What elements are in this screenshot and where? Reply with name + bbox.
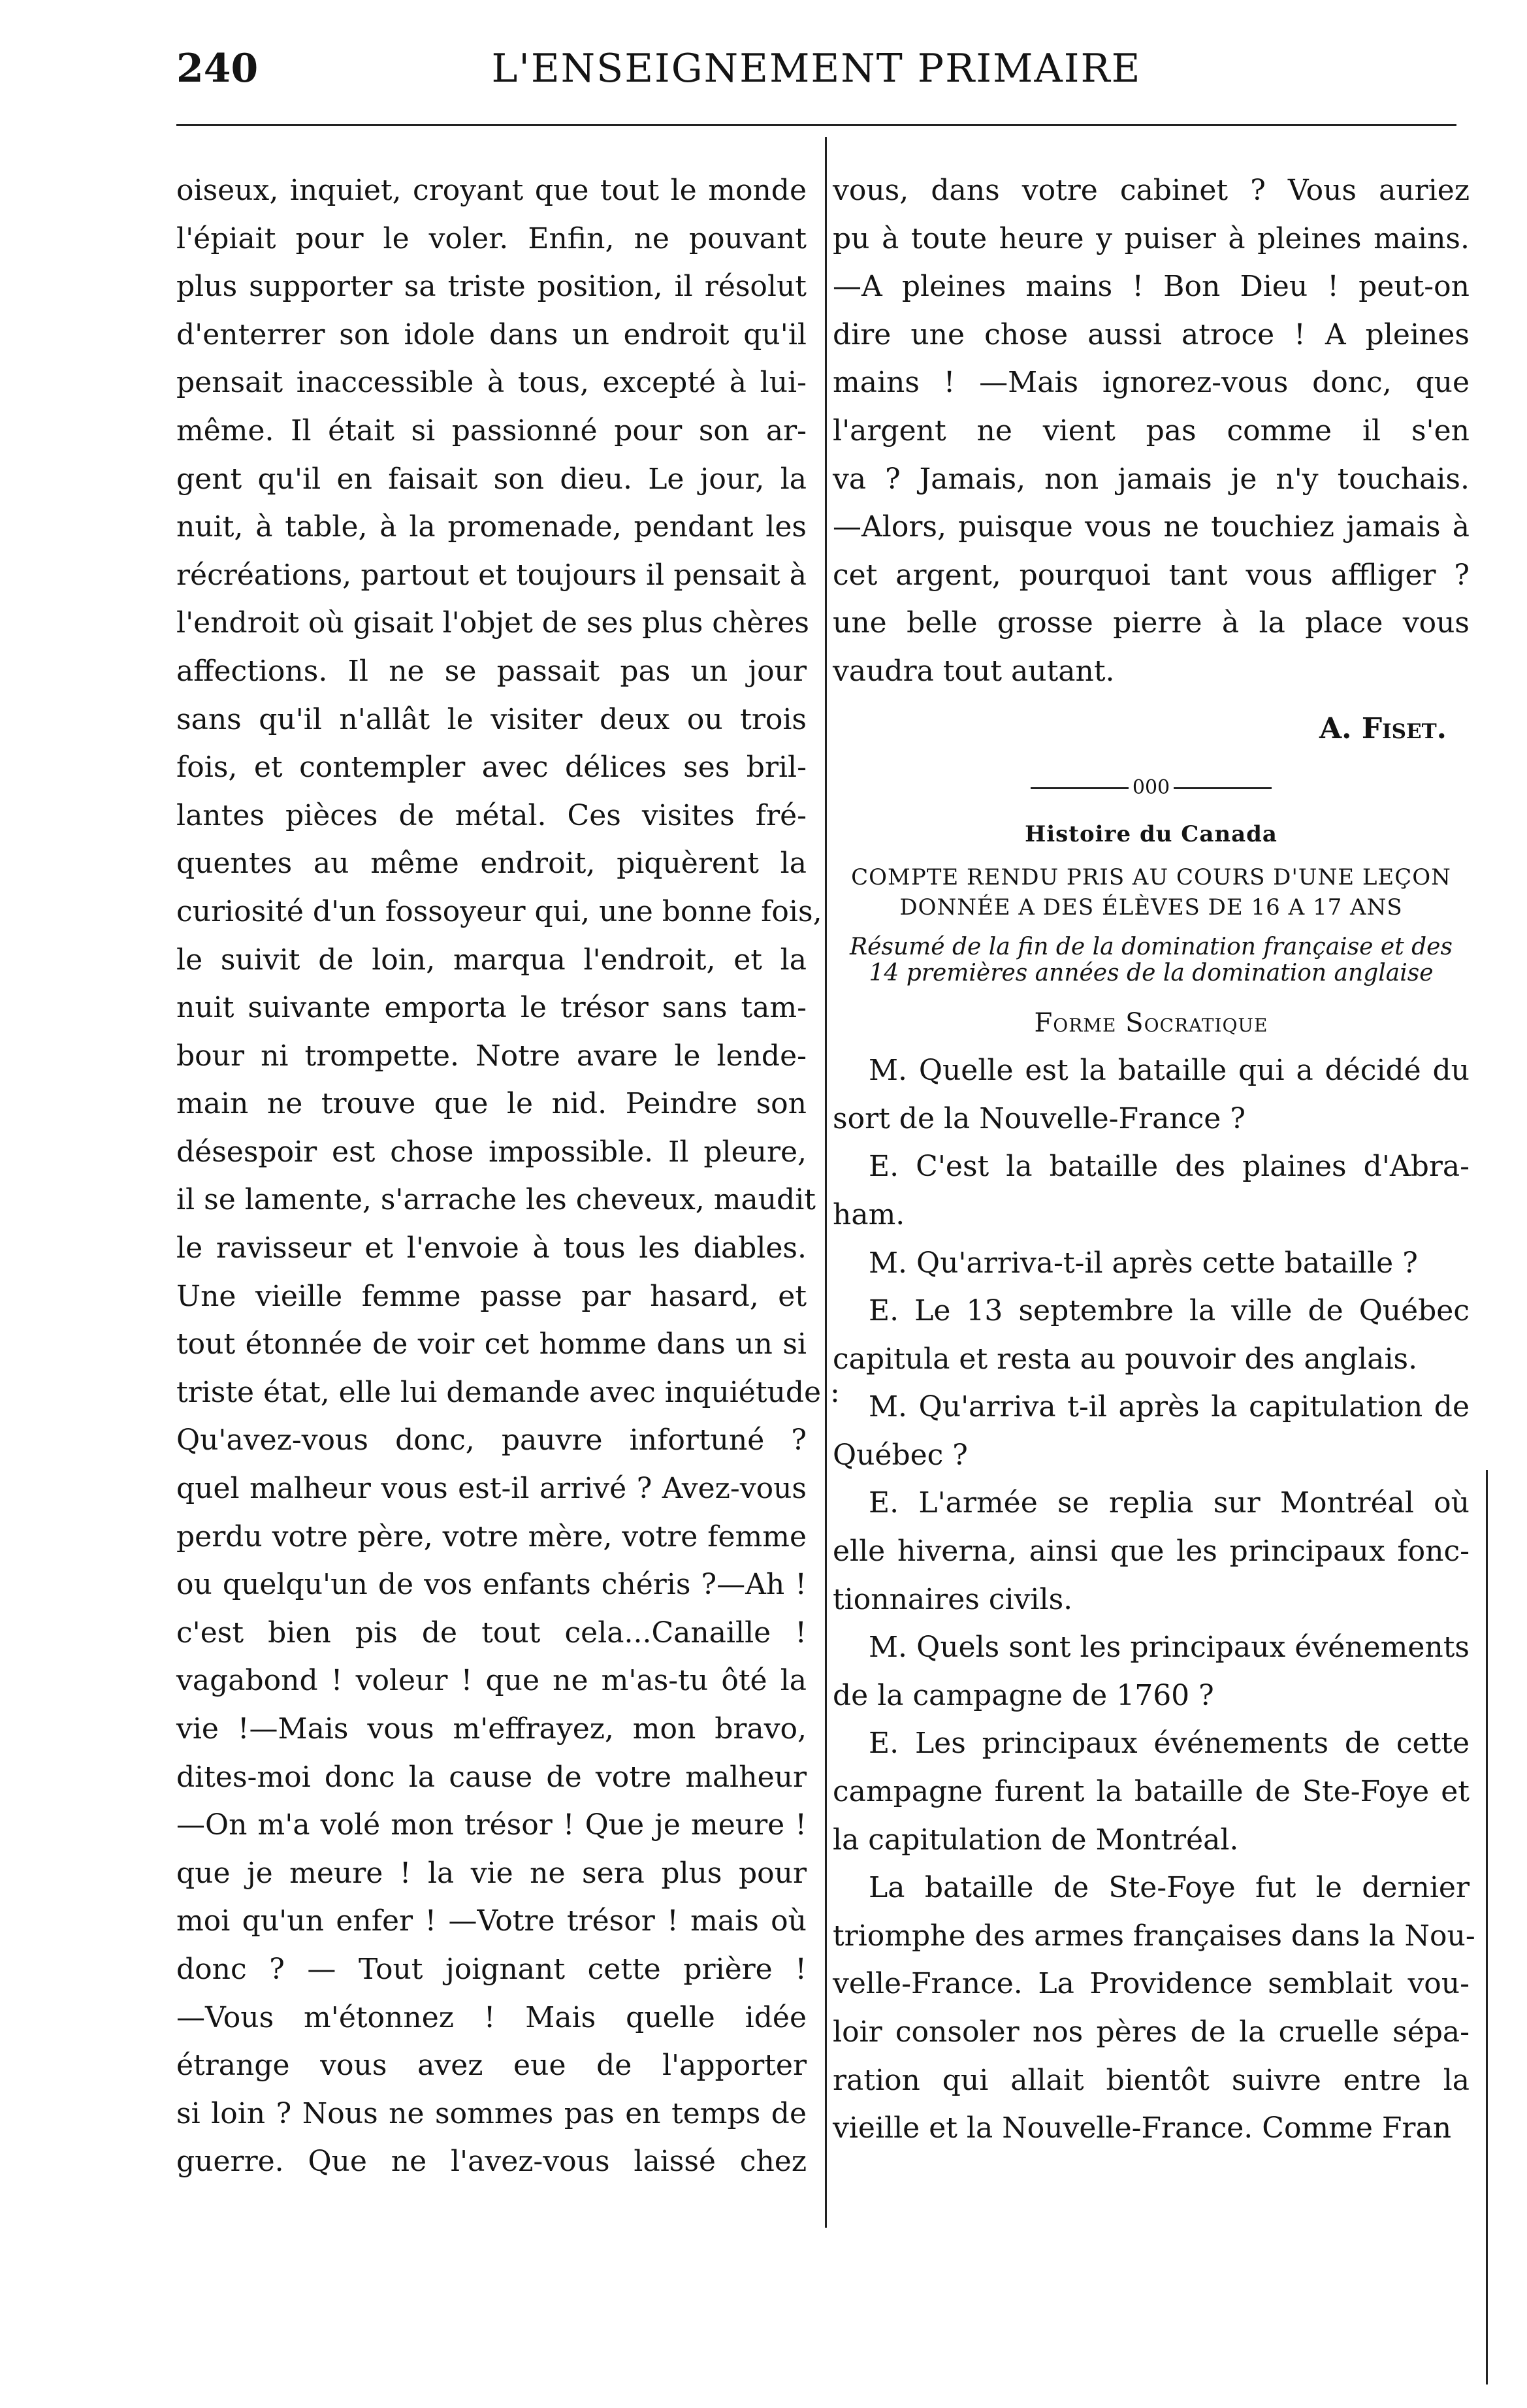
text-line: cet argent, pourquoi tant vous affliger ? <box>833 558 1470 592</box>
text-line: quel malheur vous est-il arrivé ? Avez-vous <box>176 1472 807 1506</box>
text-line: vous, dans votre cabinet ? Vous auriez <box>833 174 1470 207</box>
qa-paragraph <box>833 1479 1470 1623</box>
summary-line: Résumé de la fin de la domination française et des <box>850 934 1453 961</box>
report-line: COMPTE RENDU PRIS AU COURS D'UNE LEÇON <box>851 864 1451 891</box>
qa-paragraph <box>833 1047 1470 1143</box>
text-line: plus supporter sa triste position, il résolut <box>176 270 807 304</box>
text-line: Qu'avez-vous donc, pauvre infortuné ? <box>176 1424 807 1457</box>
report-heading <box>833 862 1470 922</box>
column-divider <box>825 137 827 2228</box>
text-line: dire une chose aussi atroce ! A pleines <box>833 317 1470 351</box>
question-answer-list <box>833 1047 1475 2153</box>
summary-line: 14 premières années de la domination anglaise <box>869 960 1434 987</box>
text-line: si loin ? Nous ne sommes pas en temps de <box>176 2096 807 2130</box>
text-line: l'épiait pour le voler. Enfin, ne pouvant <box>176 221 807 255</box>
text-line: récréations, partout et toujours il pensait à <box>176 558 807 592</box>
text-line: vie !—Mais vous m'effrayez, mon bravo, <box>176 1712 807 1746</box>
text-line: c'est bien pis de tout cela...Canaille ! <box>176 1616 807 1650</box>
text-line: sort de la Nouvelle-France ? <box>833 1101 1246 1135</box>
text-line: —Alors, puisque vous ne touchiez jamais à <box>833 510 1470 544</box>
text-line: vaudra tout autant. <box>833 654 1115 688</box>
qa-paragraph <box>833 1719 1470 1864</box>
section-title: Histoire du Canada <box>1025 821 1278 848</box>
lesson-subtitle: Forme Socratique <box>1034 1008 1268 1039</box>
page-number: 240 <box>176 46 259 91</box>
text-line: capitula et resta au pouvoir des anglais. <box>833 1342 1418 1376</box>
text-line: M. Qu'arriva t-il après la capitulation de <box>869 1390 1470 1424</box>
qa-paragraph <box>833 1383 1470 1479</box>
text-line: curiosité d'un fossoyeur qui, une bonne fois, <box>176 894 822 928</box>
text-line: E. Le 13 septembre la ville de Québec <box>869 1294 1470 1328</box>
text-line: La bataille de Ste-Foye fut le dernier <box>869 1871 1470 1905</box>
text-line: campagne furent la bataille de Ste-Foye et <box>833 1775 1470 1809</box>
text-line: d'enterrer son idole dans un endroit qu'il <box>176 317 807 351</box>
right-margin-rule <box>1486 1470 1488 2384</box>
text-line: dites-moi donc la cause de votre malheur <box>176 1760 807 1794</box>
left-column <box>176 167 840 2186</box>
text-line: nuit suivante emporta le trésor sans tam- <box>176 991 807 1025</box>
running-title: L'ENSEIGNEMENT PRIMAIRE <box>491 46 1142 91</box>
text-line: lantes pièces de métal. Ces visites fré- <box>176 798 807 832</box>
text-line: triomphe des armes françaises dans la Nou- <box>833 1919 1475 1953</box>
text-line: affections. Il ne se passait pas un jour <box>176 654 807 688</box>
text-line: quentes au même endroit, piquèrent la <box>176 847 807 881</box>
article-ending <box>833 167 1470 696</box>
text-line: moi qu'un enfer ! —Votre trésor ! mais où <box>176 1904 807 1938</box>
text-line: oiseux, inquiet, croyant que tout le monde <box>176 174 807 207</box>
text-line: une belle grosse pierre à la place vous <box>833 606 1470 640</box>
author-initial: A. <box>1319 711 1352 745</box>
text-line: velle-France. La Providence semblait vou- <box>833 1967 1470 2001</box>
text-line: triste état, elle lui demande avec inquiétude : <box>176 1375 840 1409</box>
text-line: il se lamente, s'arrache les cheveux, maudit <box>176 1183 816 1217</box>
text-line: E. C'est la bataille des plaines d'Abra- <box>869 1150 1470 1184</box>
text-line: même. Il était si passionné pour son ar- <box>176 414 807 447</box>
text-line: fois, et contempler avec délices ses bril- <box>176 751 807 785</box>
text-line: —Vous m'étonnez ! Mais quelle idée <box>176 2000 807 2034</box>
qa-paragraph <box>833 1623 1470 1719</box>
text-line: de la campagne de 1760 ? <box>833 1678 1214 1712</box>
text-line: E. Les principaux événements de cette <box>869 1727 1470 1761</box>
author-signature <box>833 705 1470 753</box>
report-line: DONNÉE A DES ÉLÈVES DE 16 A 17 ANS <box>899 894 1403 921</box>
text-line: perdu votre père, votre mère, votre femme <box>176 1520 807 1554</box>
text-line: E. L'armée se replia sur Montréal où <box>869 1486 1470 1520</box>
text-line: guerre. Que ne l'avez-vous laissé chez <box>176 2145 807 2179</box>
text-line: pensait inaccessible à tous, excepté à lui- <box>176 366 807 400</box>
ornament-dash-right <box>1174 787 1272 789</box>
text-line: tout étonnée de voir cet homme dans un si <box>176 1327 807 1361</box>
text-line: vagabond ! voleur ! que ne m'as-tu ôté la <box>176 1664 807 1698</box>
text-line: gent qu'il en faisait son dieu. Le jour, la <box>176 462 807 496</box>
text-line: sans qu'il n'allât le visiter deux ou trois <box>176 702 807 736</box>
text-line: nuit, à table, à la promenade, pendant les <box>176 510 807 544</box>
text-line: tionnaires civils. <box>833 1582 1073 1616</box>
text-line: main ne trouve que le nid. Peindre son <box>176 1087 807 1121</box>
text-line: que je meure ! la vie ne sera plus pour <box>176 1856 807 1890</box>
section-ornament <box>833 775 1470 801</box>
qa-paragraph <box>833 1239 1470 1288</box>
text-line: Une vieille femme passe par hasard, et <box>176 1279 807 1313</box>
text-line: M. Qu'arriva-t-il après cette bataille ? <box>869 1246 1418 1280</box>
lesson-summary <box>833 934 1470 986</box>
text-line: M. Quels sont les principaux événements <box>869 1631 1470 1665</box>
left-column-text <box>176 167 840 2186</box>
ornament-dash-left <box>1031 787 1129 789</box>
page-header <box>176 46 1456 118</box>
qa-paragraph <box>833 1143 1470 1239</box>
text-line: va ? Jamais, non jamais je n'y touchais. <box>833 462 1470 496</box>
qa-paragraph <box>833 1864 1475 2153</box>
ornament-text: 000 <box>1132 776 1170 800</box>
text-line: le ravisseur et l'envoie à tous les diables. <box>176 1231 807 1265</box>
text-line: bour ni trompette. Notre avare le lende- <box>176 1039 807 1073</box>
text-line: donc ? — Tout joignant cette prière ! <box>176 1952 807 1986</box>
text-line: pu à toute heure y puiser à pleines mains. <box>833 221 1470 255</box>
text-line: —On m'a volé mon trésor ! Que je meure ! <box>176 1808 807 1842</box>
author-surname: Fiset. <box>1361 711 1447 745</box>
text-line: ration qui allait bientôt suivre entre la <box>833 2063 1470 2097</box>
text-line: l'endroit où gisait l'objet de ses plus chères <box>176 606 809 640</box>
text-line: Québec ? <box>833 1438 968 1472</box>
text-line: la capitulation de Montréal. <box>833 1823 1239 1857</box>
text-line: M. Quelle est la bataille qui a décidé du <box>869 1054 1470 1088</box>
qa-paragraph <box>833 1287 1470 1383</box>
text-line: étrange vous avez eue de l'apporter <box>176 2049 807 2083</box>
text-line: ou quelqu'un de vos enfants chéris ?—Ah ! <box>176 1568 807 1602</box>
right-column <box>833 167 1475 2153</box>
text-line: vieille et la Nouvelle-France. Comme Fran <box>833 2111 1452 2145</box>
text-line: l'argent ne vient pas comme il s'en <box>833 414 1470 447</box>
text-line: loir consoler nos pères de la cruelle sépa- <box>833 2015 1470 2049</box>
text-line: —A pleines mains ! Bon Dieu ! peut-on <box>833 270 1470 304</box>
text-line: mains ! —Mais ignorez-vous donc, que <box>833 366 1470 400</box>
header-rule <box>176 124 1456 126</box>
text-line: elle hiverna, ainsi que les principaux fonc- <box>833 1535 1470 1569</box>
text-line: le suivit de loin, marqua l'endroit, et la <box>176 943 807 977</box>
text-line: ham. <box>833 1197 905 1231</box>
text-line: désespoir est chose impossible. Il pleure, <box>176 1135 807 1169</box>
